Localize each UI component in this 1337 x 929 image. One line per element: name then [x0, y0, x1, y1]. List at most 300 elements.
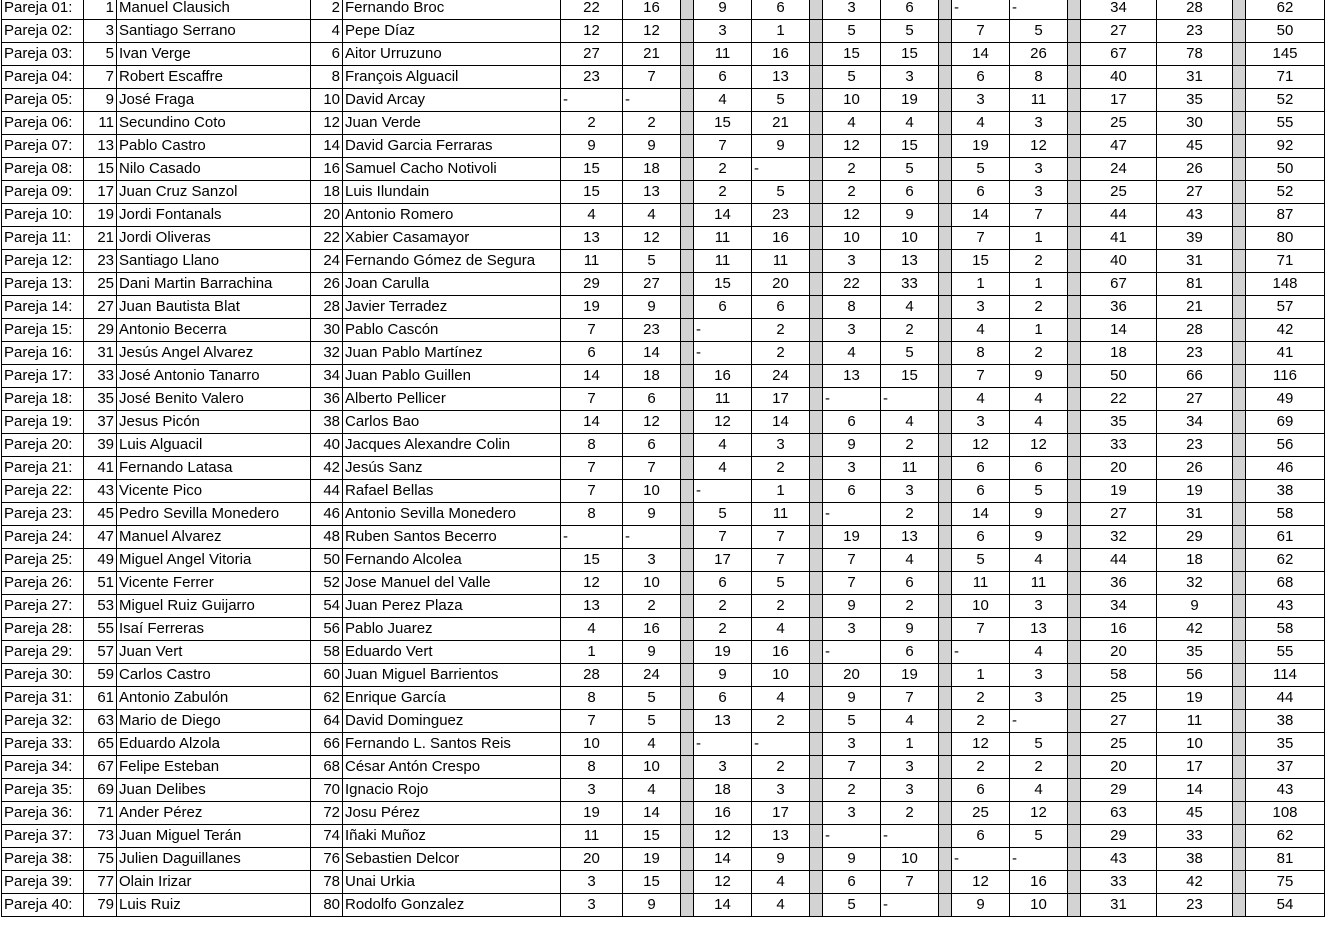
- score-cell: 9: [623, 641, 681, 664]
- gap-cell: [1233, 825, 1246, 848]
- gap-cell: [939, 319, 952, 342]
- pair-label: Pareja 33:: [2, 733, 84, 756]
- player2-name: Ignacio Rojo: [343, 779, 561, 802]
- score-cell: 13: [694, 710, 752, 733]
- table-row: [2, 0, 1325, 20]
- gap-cell: [810, 319, 823, 342]
- score-cell: 6: [1010, 457, 1068, 480]
- gap-cell: [810, 480, 823, 503]
- player2-number: 52: [311, 572, 343, 595]
- score-cell: 9: [881, 618, 939, 641]
- gap-cell: [810, 894, 823, 917]
- pair-label: Pareja 19:: [2, 411, 84, 434]
- player2-number: 58: [311, 641, 343, 664]
- gap-cell: [1068, 710, 1081, 733]
- score-cell: -: [694, 342, 752, 365]
- player2-name: Unai Urkia: [343, 871, 561, 894]
- score-cell: 19: [561, 296, 623, 319]
- gap-cell: [1233, 871, 1246, 894]
- score-cell: 4: [694, 457, 752, 480]
- score-cell: 33: [881, 273, 939, 296]
- player1-number: 9: [84, 89, 117, 112]
- subtotal-cell: 27: [1157, 388, 1233, 411]
- pair-label: Pareja 08:: [2, 158, 84, 181]
- player2-number: 66: [311, 733, 343, 756]
- gap-cell: [810, 457, 823, 480]
- gap-cell: [681, 204, 694, 227]
- total-cell: 87: [1246, 204, 1325, 227]
- subtotal-cell: 16: [1081, 618, 1157, 641]
- player2-number: 6: [311, 43, 343, 66]
- subtotal-cell: 10: [1157, 733, 1233, 756]
- gap-cell: [681, 319, 694, 342]
- gap-cell: [939, 135, 952, 158]
- score-cell: 5: [752, 572, 810, 595]
- gap-cell: [939, 112, 952, 135]
- score-cell: 2: [752, 710, 810, 733]
- score-cell: 16: [694, 802, 752, 825]
- total-cell: 50: [1246, 20, 1325, 43]
- score-cell: 2: [823, 158, 881, 181]
- player2-name: Carlos Bao: [343, 411, 561, 434]
- score-cell: 5: [694, 503, 752, 526]
- player1-number: 49: [84, 549, 117, 572]
- player1-name: Olain Irizar: [117, 871, 311, 894]
- player1-name: Juan Bautista Blat: [117, 296, 311, 319]
- total-cell: 145: [1246, 43, 1325, 66]
- score-cell: 26: [1010, 43, 1068, 66]
- score-cell: 15: [694, 112, 752, 135]
- gap-cell: [810, 20, 823, 43]
- player2-name: David Dominguez: [343, 710, 561, 733]
- score-cell: 10: [881, 227, 939, 250]
- gap-cell: [810, 158, 823, 181]
- score-cell: 4: [623, 204, 681, 227]
- score-cell: 7: [561, 710, 623, 733]
- player1-number: 77: [84, 871, 117, 894]
- player1-name: Manuel Clausich: [117, 0, 311, 20]
- player2-name: Ruben Santos Becerro: [343, 526, 561, 549]
- gap-cell: [1068, 20, 1081, 43]
- score-cell: 2: [881, 802, 939, 825]
- score-cell: 13: [752, 825, 810, 848]
- score-cell: 12: [823, 135, 881, 158]
- total-cell: 38: [1246, 480, 1325, 503]
- score-cell: 4: [881, 296, 939, 319]
- gap-cell: [1233, 227, 1246, 250]
- player1-number: 33: [84, 365, 117, 388]
- player1-name: Carlos Castro: [117, 664, 311, 687]
- pair-label: Pareja 15:: [2, 319, 84, 342]
- score-cell: 3: [694, 756, 752, 779]
- player1-number: 43: [84, 480, 117, 503]
- score-cell: 3: [561, 871, 623, 894]
- gap-cell: [1233, 687, 1246, 710]
- score-cell: 6: [752, 296, 810, 319]
- score-cell: 5: [623, 710, 681, 733]
- total-cell: 58: [1246, 618, 1325, 641]
- score-cell: 22: [823, 273, 881, 296]
- score-cell: 3: [1010, 687, 1068, 710]
- score-cell: 5: [623, 250, 681, 273]
- score-cell: 1: [1010, 273, 1068, 296]
- score-cell: 5: [823, 66, 881, 89]
- total-cell: 44: [1246, 687, 1325, 710]
- gap-cell: [1233, 802, 1246, 825]
- subtotal-cell: 27: [1081, 710, 1157, 733]
- gap-cell: [939, 20, 952, 43]
- score-cell: 12: [952, 434, 1010, 457]
- score-cell: 13: [881, 526, 939, 549]
- gap-cell: [1233, 779, 1246, 802]
- subtotal-cell: 41: [1081, 227, 1157, 250]
- player2-name: Samuel Cacho Notivoli: [343, 158, 561, 181]
- score-cell: 10: [1010, 894, 1068, 917]
- score-cell: 2: [694, 158, 752, 181]
- player2-name: Juan Verde: [343, 112, 561, 135]
- score-cell: 2: [881, 319, 939, 342]
- gap-cell: [1233, 618, 1246, 641]
- pair-label: Pareja 10:: [2, 204, 84, 227]
- score-cell: 13: [752, 66, 810, 89]
- pair-label: Pareja 20:: [2, 434, 84, 457]
- player1-number: 1: [84, 0, 117, 20]
- pair-label: Pareja 21:: [2, 457, 84, 480]
- score-cell: 9: [623, 894, 681, 917]
- gap-cell: [810, 871, 823, 894]
- player1-number: 57: [84, 641, 117, 664]
- pair-label: Pareja 32:: [2, 710, 84, 733]
- gap-cell: [810, 549, 823, 572]
- score-cell: 13: [561, 227, 623, 250]
- score-cell: 7: [881, 687, 939, 710]
- score-cell: 8: [1010, 66, 1068, 89]
- gap-cell: [810, 365, 823, 388]
- gap-cell: [1233, 43, 1246, 66]
- gap-cell: [681, 733, 694, 756]
- gap-cell: [939, 595, 952, 618]
- pair-label: Pareja 35:: [2, 779, 84, 802]
- gap-cell: [1233, 319, 1246, 342]
- gap-cell: [681, 66, 694, 89]
- score-cell: 11: [694, 388, 752, 411]
- score-cell: 16: [1010, 871, 1068, 894]
- gap-cell: [810, 411, 823, 434]
- score-cell: 1: [561, 641, 623, 664]
- player2-name: Fernando Alcolea: [343, 549, 561, 572]
- score-cell: 12: [623, 227, 681, 250]
- score-cell: 25: [952, 802, 1010, 825]
- gap-cell: [681, 411, 694, 434]
- gap-cell: [1068, 89, 1081, 112]
- score-cell: 9: [1010, 526, 1068, 549]
- score-cell: 15: [694, 273, 752, 296]
- table-row: [2, 802, 1325, 825]
- score-cell: 15: [823, 43, 881, 66]
- table-row: [2, 112, 1325, 135]
- gap-cell: [1233, 0, 1246, 20]
- gap-cell: [939, 480, 952, 503]
- score-cell: -: [1010, 848, 1068, 871]
- player2-name: Rafael Bellas: [343, 480, 561, 503]
- score-cell: 9: [823, 434, 881, 457]
- player2-name: Pablo Juarez: [343, 618, 561, 641]
- player2-number: 46: [311, 503, 343, 526]
- gap-cell: [1068, 273, 1081, 296]
- gap-cell: [810, 388, 823, 411]
- score-cell: 6: [694, 572, 752, 595]
- gap-cell: [681, 112, 694, 135]
- gap-cell: [810, 526, 823, 549]
- score-cell: 16: [752, 641, 810, 664]
- gap-cell: [1233, 503, 1246, 526]
- gap-cell: [810, 802, 823, 825]
- gap-cell: [939, 687, 952, 710]
- score-cell: 4: [881, 112, 939, 135]
- table-row: [2, 664, 1325, 687]
- score-cell: 9: [561, 135, 623, 158]
- gap-cell: [1068, 687, 1081, 710]
- score-cell: 29: [561, 273, 623, 296]
- gap-cell: [681, 549, 694, 572]
- subtotal-cell: 29: [1081, 779, 1157, 802]
- score-cell: 10: [952, 595, 1010, 618]
- gap-cell: [681, 43, 694, 66]
- gap-cell: [1068, 664, 1081, 687]
- score-cell: 8: [823, 296, 881, 319]
- total-cell: 116: [1246, 365, 1325, 388]
- gap-cell: [681, 526, 694, 549]
- player1-name: Pedro Sevilla Monedero: [117, 503, 311, 526]
- score-cell: 10: [881, 848, 939, 871]
- subtotal-cell: 36: [1081, 296, 1157, 319]
- gap-cell: [939, 802, 952, 825]
- subtotal-cell: 24: [1081, 158, 1157, 181]
- score-cell: 9: [1010, 365, 1068, 388]
- gap-cell: [681, 503, 694, 526]
- player2-number: 22: [311, 227, 343, 250]
- player2-number: 48: [311, 526, 343, 549]
- player1-name: José Fraga: [117, 89, 311, 112]
- pair-label: Pareja 40:: [2, 894, 84, 917]
- table-row: [2, 848, 1325, 871]
- subtotal-cell: 44: [1081, 549, 1157, 572]
- player1-name: Ander Pérez: [117, 802, 311, 825]
- total-cell: 108: [1246, 802, 1325, 825]
- subtotal-cell: 58: [1081, 664, 1157, 687]
- score-cell: 9: [881, 204, 939, 227]
- pair-label: Pareja 03:: [2, 43, 84, 66]
- gap-cell: [1068, 388, 1081, 411]
- gap-cell: [1068, 618, 1081, 641]
- score-cell: 12: [1010, 434, 1068, 457]
- player1-name: Juan Miguel Terán: [117, 825, 311, 848]
- subtotal-cell: 25: [1081, 687, 1157, 710]
- score-cell: -: [952, 0, 1010, 20]
- subtotal-cell: 40: [1081, 66, 1157, 89]
- player2-name: Iñaki Muñoz: [343, 825, 561, 848]
- player1-name: Juan Vert: [117, 641, 311, 664]
- gap-cell: [1068, 756, 1081, 779]
- score-cell: 3: [823, 457, 881, 480]
- gap-cell: [810, 825, 823, 848]
- gap-cell: [1068, 595, 1081, 618]
- player1-number: 79: [84, 894, 117, 917]
- gap-cell: [1068, 549, 1081, 572]
- player1-name: Antonio Becerra: [117, 319, 311, 342]
- subtotal-cell: 25: [1081, 112, 1157, 135]
- gap-cell: [810, 779, 823, 802]
- gap-cell: [681, 848, 694, 871]
- player1-name: Vicente Ferrer: [117, 572, 311, 595]
- score-cell: 11: [561, 250, 623, 273]
- gap-cell: [939, 434, 952, 457]
- player2-number: 4: [311, 20, 343, 43]
- subtotal-cell: 45: [1157, 802, 1233, 825]
- score-cell: 6: [952, 181, 1010, 204]
- gap-cell: [1233, 342, 1246, 365]
- score-cell: 14: [694, 894, 752, 917]
- score-cell: 4: [694, 89, 752, 112]
- subtotal-cell: 36: [1081, 572, 1157, 595]
- score-cell: 24: [752, 365, 810, 388]
- subtotal-cell: 21: [1157, 296, 1233, 319]
- gap-cell: [939, 779, 952, 802]
- player2-number: 40: [311, 434, 343, 457]
- score-cell: -: [823, 503, 881, 526]
- player2-name: Juan Miguel Barrientos: [343, 664, 561, 687]
- subtotal-cell: 20: [1081, 457, 1157, 480]
- score-cell: 3: [1010, 158, 1068, 181]
- total-cell: 52: [1246, 89, 1325, 112]
- player2-name: Juan Pablo Martínez: [343, 342, 561, 365]
- gap-cell: [681, 595, 694, 618]
- score-cell: 5: [823, 20, 881, 43]
- score-cell: 5: [823, 894, 881, 917]
- player2-name: Fernando Gómez de Segura: [343, 250, 561, 273]
- score-cell: 3: [561, 894, 623, 917]
- gap-cell: [1068, 411, 1081, 434]
- score-cell: 2: [752, 342, 810, 365]
- gap-cell: [681, 135, 694, 158]
- gap-cell: [1233, 641, 1246, 664]
- subtotal-cell: 66: [1157, 365, 1233, 388]
- score-cell: 3: [881, 756, 939, 779]
- score-cell: 15: [561, 181, 623, 204]
- score-cell: 2: [952, 687, 1010, 710]
- score-cell: 7: [952, 365, 1010, 388]
- subtotal-cell: 31: [1157, 503, 1233, 526]
- score-cell: 14: [694, 848, 752, 871]
- table-row: [2, 20, 1325, 43]
- score-cell: 16: [623, 0, 681, 20]
- player1-name: Luis Alguacil: [117, 434, 311, 457]
- gap-cell: [810, 66, 823, 89]
- score-cell: 15: [561, 158, 623, 181]
- gap-cell: [1068, 871, 1081, 894]
- gap-cell: [681, 825, 694, 848]
- score-cell: 2: [881, 595, 939, 618]
- score-cell: 2: [881, 434, 939, 457]
- player1-name: José Benito Valero: [117, 388, 311, 411]
- table-row: [2, 204, 1325, 227]
- score-cell: 2: [752, 595, 810, 618]
- player1-name: Isaí Ferreras: [117, 618, 311, 641]
- gap-cell: [681, 572, 694, 595]
- table-row: [2, 595, 1325, 618]
- score-cell: 9: [752, 135, 810, 158]
- score-cell: 6: [823, 871, 881, 894]
- player1-name: Secundino Coto: [117, 112, 311, 135]
- player1-number: 61: [84, 687, 117, 710]
- subtotal-cell: 22: [1081, 388, 1157, 411]
- score-cell: 7: [823, 756, 881, 779]
- gap-cell: [1068, 848, 1081, 871]
- player2-name: Joan Carulla: [343, 273, 561, 296]
- player2-name: Fernando L. Santos Reis: [343, 733, 561, 756]
- score-cell: 4: [623, 779, 681, 802]
- score-cell: 12: [952, 871, 1010, 894]
- gap-cell: [810, 227, 823, 250]
- player1-name: José Antonio Tanarro: [117, 365, 311, 388]
- score-cell: 6: [823, 480, 881, 503]
- score-cell: 6: [561, 342, 623, 365]
- score-cell: 3: [1010, 664, 1068, 687]
- table-row: [2, 158, 1325, 181]
- score-cell: 7: [952, 20, 1010, 43]
- subtotal-cell: 67: [1081, 43, 1157, 66]
- subtotal-cell: 67: [1081, 273, 1157, 296]
- player1-name: Jordi Oliveras: [117, 227, 311, 250]
- score-cell: 5: [752, 181, 810, 204]
- player2-number: 70: [311, 779, 343, 802]
- score-cell: 4: [623, 733, 681, 756]
- score-cell: 1: [881, 733, 939, 756]
- score-cell: 7: [752, 526, 810, 549]
- table-row: [2, 135, 1325, 158]
- pair-label: Pareja 26:: [2, 572, 84, 595]
- subtotal-cell: 26: [1157, 158, 1233, 181]
- subtotal-cell: 44: [1081, 204, 1157, 227]
- player2-name: Enrique García: [343, 687, 561, 710]
- table-row: [2, 342, 1325, 365]
- table-row: [2, 687, 1325, 710]
- gap-cell: [939, 411, 952, 434]
- player1-name: Ivan Verge: [117, 43, 311, 66]
- gap-cell: [1068, 802, 1081, 825]
- table-row: [2, 434, 1325, 457]
- gap-cell: [1068, 66, 1081, 89]
- gap-cell: [1233, 595, 1246, 618]
- gap-cell: [1233, 733, 1246, 756]
- score-cell: 3: [1010, 595, 1068, 618]
- score-cell: 7: [1010, 204, 1068, 227]
- score-cell: 7: [752, 549, 810, 572]
- player1-name: Juan Delibes: [117, 779, 311, 802]
- score-cell: 7: [623, 66, 681, 89]
- player1-number: 69: [84, 779, 117, 802]
- score-cell: 12: [694, 825, 752, 848]
- table-row: [2, 572, 1325, 595]
- score-cell: 18: [694, 779, 752, 802]
- table-row: [2, 319, 1325, 342]
- score-cell: 3: [881, 779, 939, 802]
- player1-number: 35: [84, 388, 117, 411]
- score-cell: 9: [752, 848, 810, 871]
- player2-number: 64: [311, 710, 343, 733]
- subtotal-cell: 34: [1157, 411, 1233, 434]
- gap-cell: [810, 0, 823, 20]
